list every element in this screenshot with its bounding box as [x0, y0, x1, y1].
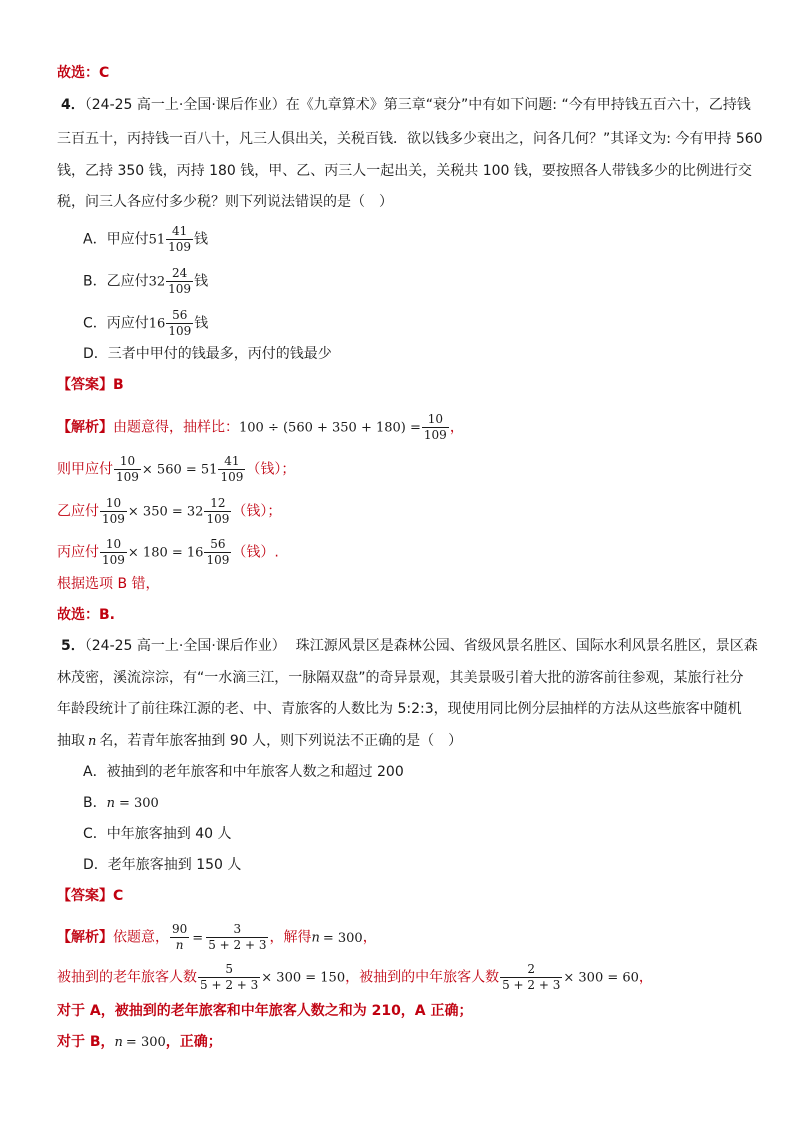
q5-eq-var: n — [311, 930, 320, 946]
q4-ratio-num: 10 — [422, 412, 449, 428]
q4-analysis-line1 — [57, 412, 754, 443]
q4-option-c-prefix: C．丙应付 — [83, 315, 149, 332]
q4-step-bing — [57, 537, 754, 568]
q5-mid-end: ， — [638, 969, 653, 986]
q4-stem-line2: 三百五十，丙持钱一百八十，凡三人俱出关，关税百钱．欲以钱多少衰出之，问各几何？”其译文为: 今有甲持 560 — [57, 131, 763, 147]
q5-eq-tail: ，解得 — [269, 929, 312, 946]
q4-step-jia-num: 10 — [114, 454, 141, 470]
q4-option-b-whole: 32 — [148, 274, 166, 290]
q5-mid-expr: × 300 = 60 — [563, 970, 639, 986]
q4-option-b-num: 24 — [166, 266, 193, 282]
q5-mid-den: 5 + 2 + 3 — [502, 978, 561, 992]
q4-step-bing-rnum: 56 — [204, 537, 231, 553]
q5-stem-line4 — [57, 731, 754, 752]
q5-old-num: 5 — [198, 962, 260, 978]
q5-option-d: D．老年旅客抽到 150 人 — [83, 857, 242, 873]
q5-text-4b: 名，若青年旅客抽到 90 人，则下列说法不正确的是（ ） — [99, 733, 463, 749]
q5-option-b — [83, 793, 754, 814]
q5-eq-den: n — [175, 938, 184, 952]
q4-stem-line4: 税，问三人各应付多少税？则下列说法错误的是（ ） — [57, 194, 393, 210]
q5-eq-left-fraction — [170, 922, 189, 953]
q4-analysis-label: 【解析】 — [57, 419, 113, 436]
q4-step-yi-num: 10 — [100, 496, 127, 512]
q4-option-a-prefix: A．甲应付 — [83, 231, 149, 248]
q5-old-expr: × 300 = 150 — [261, 970, 346, 986]
q4-option-c-num: 56 — [166, 308, 193, 324]
q5-old-fraction — [198, 962, 260, 993]
q4-stem-line1 — [61, 95, 754, 115]
q4-ratio-expr: 100 ÷ (560 + 350 + 180) = — [239, 420, 421, 436]
q4-step-yi-label: 乙应付 — [57, 503, 99, 520]
q5-old-den: 5 + 2 + 3 — [200, 978, 259, 992]
q4-option-b-prefix: B．乙应付 — [83, 273, 149, 290]
q5-option-b-prefix: B． — [83, 795, 107, 811]
q4-ratio-end: ， — [449, 419, 464, 436]
q5-option-b-var: n — [106, 796, 115, 811]
q5-option-c: C．中年旅客抽到 40 人 — [83, 826, 232, 842]
q4-text-1: 在《九章算术》第三章“衰分”中有如下问题: “今有甲持钱五百六十，乙持钱 — [285, 97, 751, 113]
q4-conclusion: 故选：B. — [57, 607, 115, 623]
q5-var-n: n — [88, 734, 97, 749]
q4-step-bing-result — [204, 537, 231, 568]
q4-source: （24-25 高一上·全国·课后作业） — [84, 97, 286, 113]
q4-step-bing-expr: × 180 = 16 — [127, 545, 204, 561]
q4-step-yi-fraction — [100, 496, 127, 527]
q4-step-bing-unit: （钱）. — [232, 544, 279, 561]
q5-mid-label: ，被抽到的中年旅客人数 — [345, 969, 500, 986]
q4-step-bing-fraction — [100, 537, 127, 568]
q5-mid-fraction — [500, 962, 562, 993]
q4-step-yi-den: 109 — [102, 512, 125, 526]
q5-eq-mid: = — [192, 930, 204, 946]
q5-analysis-label: 【解析】 — [57, 929, 113, 946]
q4-step-jia-unit: （钱）； — [246, 461, 296, 478]
q5-answer-label: 【答案】 — [57, 888, 113, 904]
q4-option-a — [83, 224, 754, 255]
q5-stem-line2: 林茂密，溪流淙淙，有“一水滴三江，一脉隔双盘”的奇异景观，其美景吸引着大批的游客前往参观，某旅行社分 — [57, 670, 744, 686]
q4-judge: 根据选项 B 错， — [57, 576, 160, 592]
q5-eq-rnum: 3 — [206, 922, 268, 938]
q4-step-jia-expr: × 560 = 51 — [141, 462, 218, 478]
q4-step-jia-result — [218, 454, 245, 485]
q4-number: 4． — [61, 97, 85, 113]
q5-judge-a: 对于 A，被抽到的老年旅客和中年旅客人数之和为 210，A 正确； — [57, 1003, 473, 1019]
q4-step-yi — [57, 496, 754, 527]
q4-step-bing-num: 10 — [100, 537, 127, 553]
q5-answer — [57, 886, 754, 906]
q5-judge-b-prefix: 对于 B， — [57, 1034, 115, 1050]
q5-source: （24-25 高一上·全国·课后作业） — [84, 638, 286, 654]
q5-number: 5． — [61, 638, 85, 654]
q4-step-yi-rnum: 12 — [204, 496, 231, 512]
q4-step-jia-fraction — [114, 454, 141, 485]
q4-answer-label: 【答案】 — [57, 377, 113, 393]
q5-analysis-intro: 依题意， — [113, 929, 169, 946]
q5-judge-b-expr: = 300 — [125, 1035, 166, 1050]
q4-step-bing-den: 109 — [102, 553, 125, 567]
q5-stem-line1 — [61, 636, 758, 656]
q4-option-a-den: 109 — [168, 240, 192, 254]
q5-judge-b — [57, 1032, 754, 1053]
q5-eq-num: 90 — [172, 922, 188, 936]
q5-eq-right-fraction — [206, 922, 268, 953]
q4-option-b — [83, 266, 754, 297]
q4-step-jia — [57, 454, 754, 485]
q4-ratio-fraction — [422, 412, 449, 443]
q4-step-yi-expr: × 350 = 32 — [127, 504, 204, 520]
q4-option-b-suffix: 钱 — [194, 273, 209, 290]
q4-step-jia-den: 109 — [116, 470, 139, 484]
q5-mid-num: 2 — [500, 962, 562, 978]
q4-option-c — [83, 308, 754, 339]
q5-old-label: 被抽到的老年旅客人数 — [57, 969, 197, 986]
q4-step-yi-result — [204, 496, 231, 527]
q5-stem-line3: 年龄段统计了前往珠江源的老、中、青旅客的人数比为 5:2:3，现使用同比例分层抽样的方法从这些旅客中随机 — [57, 701, 742, 717]
q5-answer-value: C — [113, 888, 124, 904]
q4-option-a-suffix: 钱 — [194, 231, 209, 248]
q5-option-a: A．被抽到的老年旅客和中年旅客人数之和超过 200 — [83, 764, 404, 780]
q4-option-c-whole: 16 — [148, 316, 166, 332]
q4-option-c-den: 109 — [168, 324, 192, 338]
q5-counts-line — [57, 962, 754, 993]
q4-option-b-den: 109 — [168, 282, 192, 296]
q4-step-yi-rden: 109 — [206, 512, 230, 526]
q4-option-b-fraction — [166, 266, 193, 297]
q4-answer — [57, 375, 754, 395]
q4-option-a-fraction — [166, 224, 193, 255]
q4-stem-line3: 钱，乙持 350 钱，丙持 180 钱，甲、乙、丙三人一起出关，关税共 100 钱，要按照各人带钱多少的比例进行交 — [57, 163, 752, 179]
q5-text-1: 珠江源风景区是森林公园、省级风景名胜区、国际水利风景名胜区，景区森 — [295, 638, 758, 654]
q4-step-bing-label: 丙应付 — [57, 544, 99, 561]
q5-text-4a: 抽取 — [57, 733, 85, 749]
q5-eq-val: = 300 — [322, 930, 363, 946]
q5-eq-end: ， — [362, 929, 377, 946]
q4-step-jia-label: 则甲应付 — [57, 461, 113, 478]
q5-analysis-line1 — [57, 922, 754, 953]
q4-ratio-den: 109 — [423, 428, 447, 442]
q5-option-b-expr: = 300 — [118, 796, 159, 811]
q4-option-d: D．三者中甲付的钱最多，丙付的钱最少 — [83, 346, 332, 362]
q4-option-a-num: 41 — [166, 224, 193, 240]
q4-option-c-fraction — [166, 308, 193, 339]
q4-answer-value: B — [113, 377, 124, 393]
q5-eq-rden: 5 + 2 + 3 — [208, 938, 267, 952]
q5-judge-b-suffix: ，正确； — [165, 1034, 222, 1050]
q4-step-jia-rnum: 41 — [218, 454, 245, 470]
q4-option-a-whole: 51 — [148, 232, 166, 248]
q5-judge-b-var: n — [114, 1035, 123, 1050]
q4-option-c-suffix: 钱 — [194, 315, 209, 332]
q4-step-yi-unit: （钱）； — [232, 503, 282, 520]
prev-conclusion: 故选：C — [57, 65, 110, 81]
q4-analysis-intro: 由题意得，抽样比： — [113, 419, 239, 436]
q4-step-jia-rden: 109 — [220, 470, 244, 484]
q4-step-bing-rden: 109 — [206, 553, 230, 567]
